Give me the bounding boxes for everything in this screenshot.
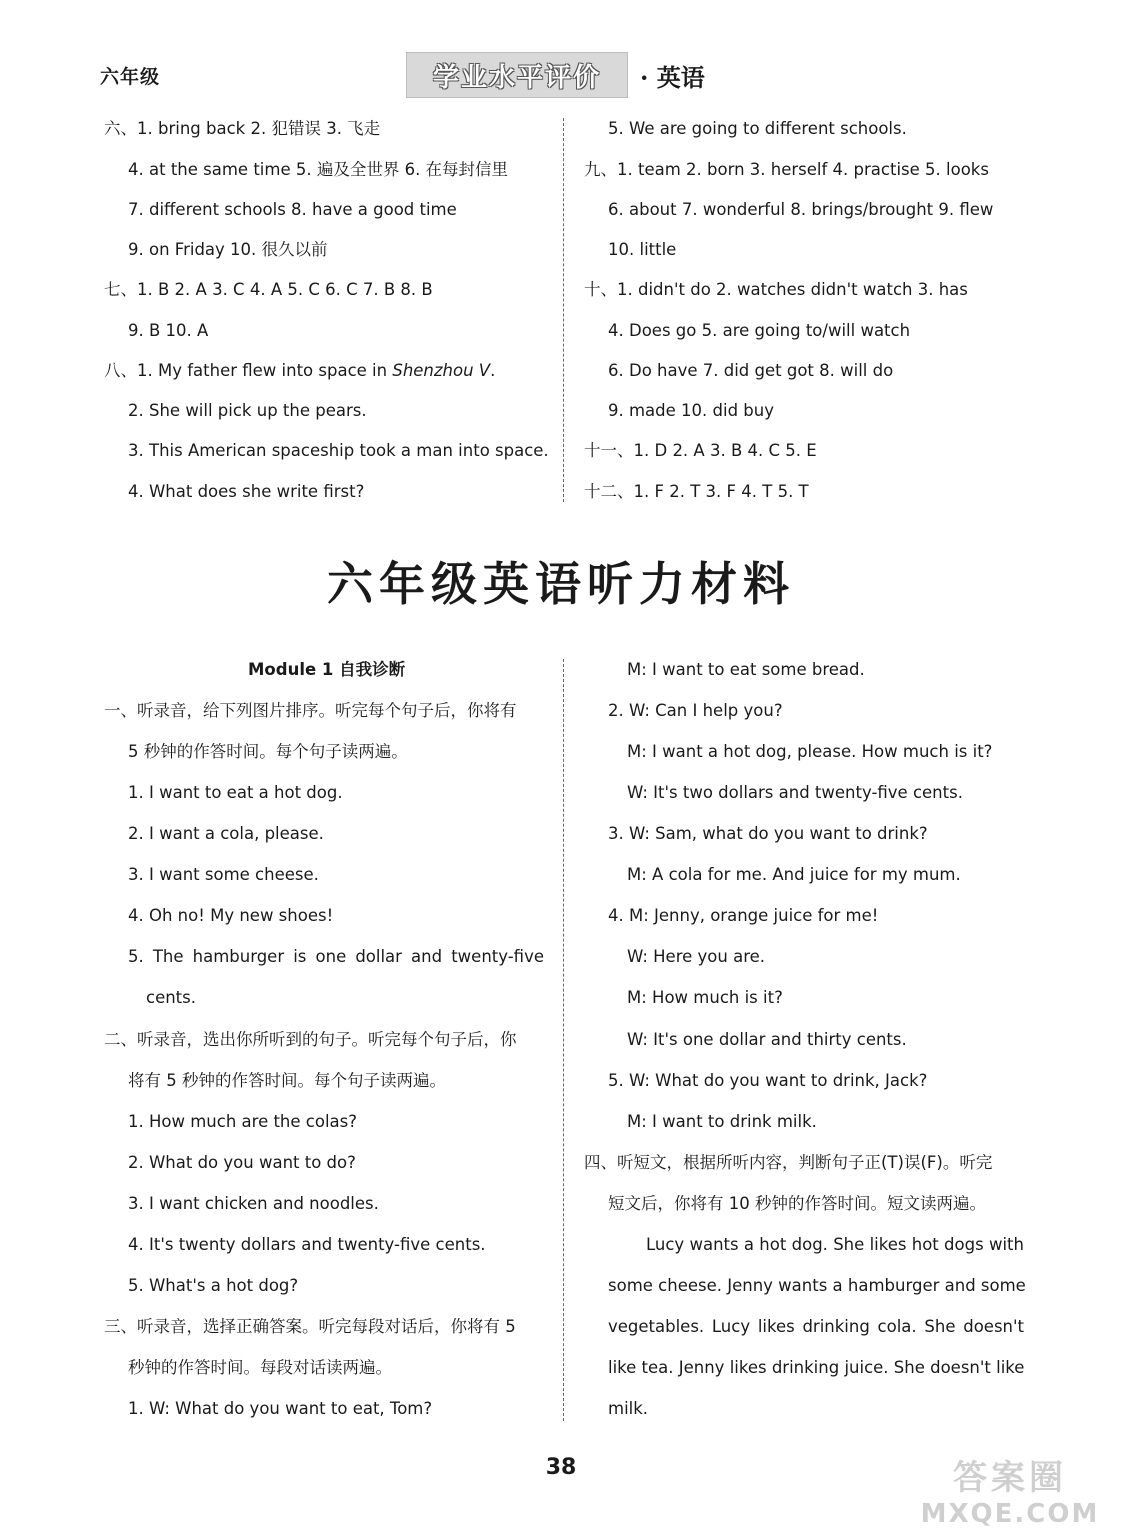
listening-line: 2. What do you want to do? <box>128 1153 356 1172</box>
watermark-logo <box>910 1446 1110 1532</box>
instruction-line: 一、听录音，给下列图片排序。听完每个句子后，你将有 <box>104 701 517 720</box>
page-number: 38 <box>545 1455 577 1480</box>
listening-line: 3. W: Sam, what do you want to drink? <box>608 824 928 843</box>
listening-line: cents. <box>146 988 196 1007</box>
series-title: 学业水平评价 <box>432 62 601 93</box>
section-title: 六年级英语听力材料 <box>327 557 795 611</box>
answer-line: 4. What does she write first? <box>128 482 365 501</box>
listening-line: 2. W: Can I help you? <box>608 701 783 720</box>
column-divider <box>563 118 564 502</box>
listening-line: 2. I want a cola, please. <box>128 824 324 843</box>
answer-line: 9. made 10. did buy <box>608 401 774 420</box>
listening-line: M: I want to drink milk. <box>627 1112 817 1131</box>
passage-line: milk. <box>608 1399 649 1418</box>
listening-line: W: Here you are. <box>627 947 766 966</box>
watermark-top-text: 答案圈 <box>953 1457 1067 1498</box>
listening-line: 3. I want some cheese. <box>128 865 319 884</box>
listening-line: M: I want to eat some bread. <box>627 660 865 679</box>
answer-line: 7. different schools 8. have a good time <box>128 200 457 219</box>
instruction-line: 三、听录音，选择正确答案。听完每段对话后，你将有 5 <box>104 1317 516 1336</box>
instruction-line: 秒钟的作答时间。每段对话读两遍。 <box>128 1358 392 1377</box>
listening-line: 4. It's twenty dollars and twenty-five cents. <box>128 1235 486 1254</box>
answer-line: 4. Does go 5. are going to/will watch <box>608 321 911 340</box>
answer-line: 4. at the same time 5. 遍及全世界 6. 在每封信里 <box>128 160 509 179</box>
answer-line: 2. She will pick up the pears. <box>128 401 367 420</box>
listening-line: 5. What's a hot dog? <box>128 1276 299 1295</box>
answer-line: 3. This American spaceship took a man into space. <box>128 441 549 460</box>
listening-line: 1. I want to eat a hot dog. <box>128 783 343 802</box>
answer-line: 10. little <box>608 240 677 259</box>
listening-line: 3. I want chicken and noodles. <box>128 1194 379 1213</box>
instruction-line: 将有 5 秒钟的作答时间。每个句子读两遍。 <box>128 1071 446 1090</box>
passage-line: Lucy wants a hot dog. She likes hot dogs with <box>646 1235 1024 1254</box>
module-heading: Module 1 自我诊断 <box>248 660 406 679</box>
listening-line: W: It's one dollar and thirty cents. <box>627 1030 907 1049</box>
listening-line: M: A cola for me. And juice for my mum. <box>627 865 961 884</box>
series-title-box <box>406 52 628 98</box>
instruction-line: 二、听录音，选出你所听到的句子。听完每个句子后，你 <box>104 1030 517 1049</box>
answer-line: 十、1. didn't do 2. watches didn't watch 3. has <box>584 280 968 299</box>
listening-line: 1. W: What do you want to eat, Tom? <box>128 1399 433 1418</box>
listening-line: 4. M: Jenny, orange juice for me! <box>608 906 879 925</box>
instruction-line: 短文后，你将有 10 秒钟的作答时间。短文读两遍。 <box>608 1194 986 1213</box>
grade-label: 六年级 <box>100 66 161 88</box>
subject-label: · 英语 <box>640 63 705 92</box>
answer-line: 9. B 10. A <box>128 321 209 340</box>
watermark-bottom-text: MXQE.COM <box>920 1498 1100 1529</box>
answer-line: 七、1. B 2. A 3. C 4. A 5. C 6. C 7. B 8. B <box>104 280 433 299</box>
answer-line: 十一、1. D 2. A 3. B 4. C 5. E <box>584 441 817 460</box>
answer-line: 5. We are going to different schools. <box>608 119 907 138</box>
listening-line: 1. How much are the colas? <box>128 1112 358 1131</box>
listening-line: W: It's two dollars and twenty-five cents. <box>627 783 963 802</box>
instruction-line: 四、听短文，根据所听内容，判断句子正(T)误(F)。听完 <box>584 1153 993 1172</box>
answer-line: 十二、1. F 2. T 3. F 4. T 5. T <box>584 482 809 501</box>
listening-line: 4. Oh no! My new shoes! <box>128 906 334 925</box>
listening-line: 5. The hamburger is one dollar and twenty-five <box>128 947 544 966</box>
passage-line: some cheese. Jenny wants a hamburger and some <box>608 1276 1026 1295</box>
listening-line: M: How much is it? <box>627 988 783 1007</box>
spaceship-name: Shenzhou V <box>392 361 491 380</box>
passage-line: vegetables. Lucy likes drinking cola. She doesn't <box>608 1317 1024 1336</box>
answer-line: 九、1. team 2. born 3. herself 4. practise 5. looks <box>584 160 989 179</box>
passage-line: like tea. Jenny likes drinking juice. She doesn't like <box>608 1358 1025 1377</box>
answer-line: 9. on Friday 10. 很久以前 <box>128 240 328 259</box>
column-divider <box>563 659 564 1421</box>
listening-line: 5. W: What do you want to drink, Jack? <box>608 1071 928 1090</box>
answer-line: 六、1. bring back 2. 犯错误 3. 飞走 <box>104 119 381 138</box>
answer-line: 6. about 7. wonderful 8. brings/brought 9. flew <box>608 200 994 219</box>
listening-line: M: I want a hot dog, please. How much is it? <box>627 742 993 761</box>
answer-line: 八、1. My father flew into space in Shenzhou V. <box>104 361 496 380</box>
answer-line: 6. Do have 7. did get got 8. will do <box>608 361 894 380</box>
instruction-line: 5 秒钟的作答时间。每个句子读两遍。 <box>128 742 408 761</box>
